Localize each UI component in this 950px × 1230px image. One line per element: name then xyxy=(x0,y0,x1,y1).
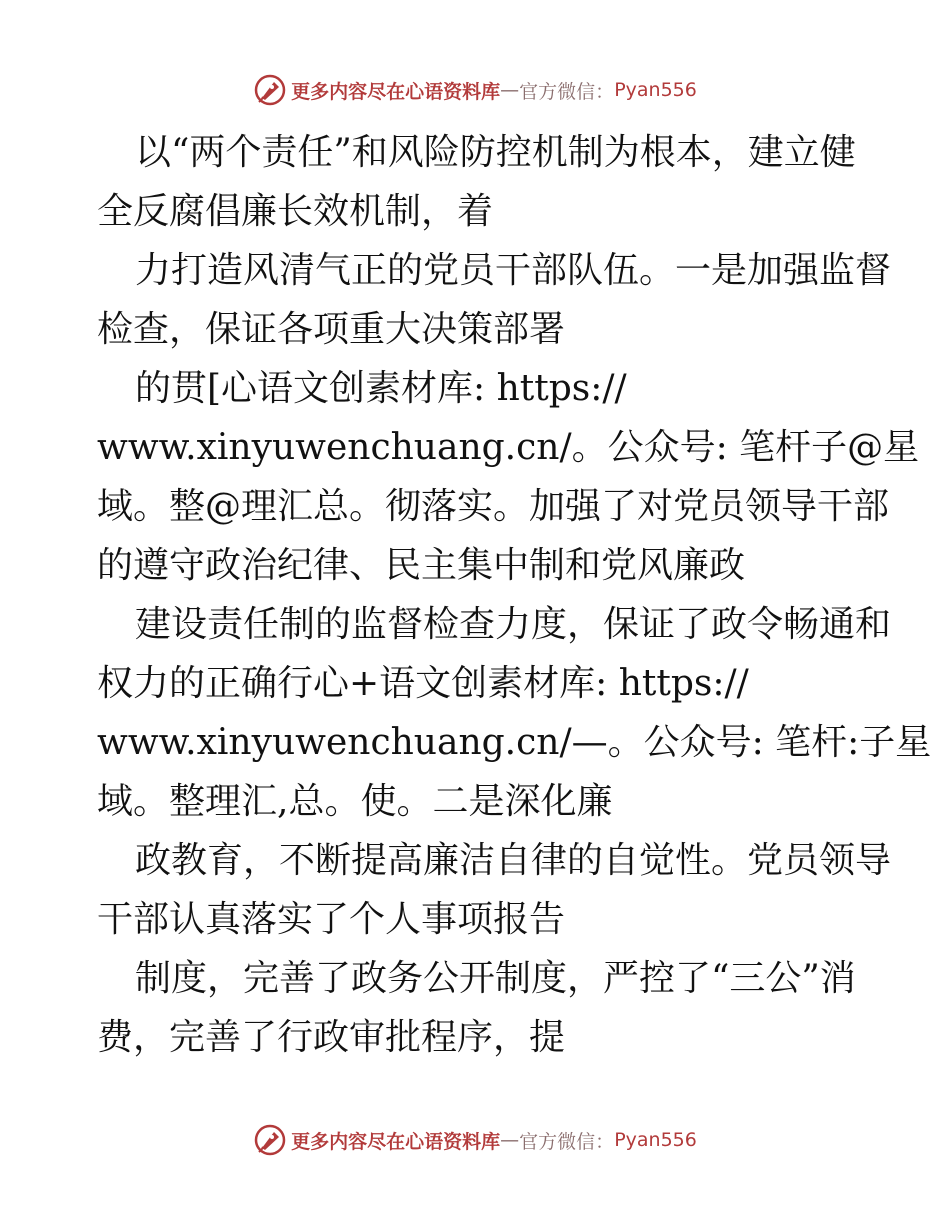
text-line: 制度，完善了政务公开制度，严控了“三公”消 xyxy=(135,958,856,999)
header-brand xyxy=(253,73,697,107)
footer-separator: — xyxy=(500,1129,520,1151)
paragraph-2 xyxy=(97,241,892,359)
header-separator: — xyxy=(500,79,520,101)
paragraph-4 xyxy=(97,595,932,831)
paragraph-1 xyxy=(97,123,857,241)
text-line: 域。整@理汇总。彻落实。加强了对党员领导干部 xyxy=(97,486,890,527)
text-line: 权力的正确行心+语文创素材库: https:// xyxy=(97,663,749,704)
text-line: 力打造风清气正的党员干部队伍。一是加强监督 xyxy=(135,250,892,291)
text-line: www.xinyuwenchuang.cn/—。公众号: 笔杆:子星 xyxy=(97,722,932,763)
text-line: 建设责任制的监督检查力度，保证了政令畅通和 xyxy=(135,604,892,645)
footer-brand-text: 更多内容尽在心语资料库 xyxy=(291,1130,501,1153)
text-line: 的贯[心语文创素材库: https:// xyxy=(135,368,627,409)
pen-nib-logo-icon xyxy=(253,73,287,107)
text-line: 政教育，不断提高廉洁自律的自觉性。党员领导 xyxy=(135,840,892,881)
paragraph-3 xyxy=(97,359,920,595)
footer-brand xyxy=(253,1123,697,1157)
document-body xyxy=(97,123,932,1067)
text-line: 干部认真落实了个人事项报告 xyxy=(97,899,566,940)
text-line: 全反腐倡廉长效机制，着 xyxy=(97,191,494,232)
header-wechat-id: Pyan556 xyxy=(614,79,697,101)
page-header-watermark xyxy=(0,70,950,110)
paragraph-6 xyxy=(97,949,857,1067)
text-line: 的遵守政治纪律、民主集中制和党风廉政 xyxy=(97,545,746,586)
text-line: www.xinyuwenchuang.cn/。公众号: 笔杆子@星 xyxy=(97,427,920,468)
text-line: 检查，保证各项重大决策部署 xyxy=(97,309,566,350)
header-brand-text: 更多内容尽在心语资料库 xyxy=(291,80,501,103)
footer-wechat-id: Pyan556 xyxy=(614,1129,697,1151)
header-wechat-label: 官方微信： xyxy=(519,80,615,103)
page-footer-watermark xyxy=(0,1120,950,1160)
text-line: 以“两个责任”和风险防控机制为根本，建立健 xyxy=(135,132,856,173)
paragraph-5 xyxy=(97,831,892,949)
footer-wechat-label: 官方微信： xyxy=(519,1130,615,1153)
pen-nib-logo-icon xyxy=(253,1123,287,1157)
text-line: 费，完善了行政审批程序，提 xyxy=(97,1017,566,1058)
text-line: 域。整理汇,总。使。二是深化廉 xyxy=(97,781,613,822)
